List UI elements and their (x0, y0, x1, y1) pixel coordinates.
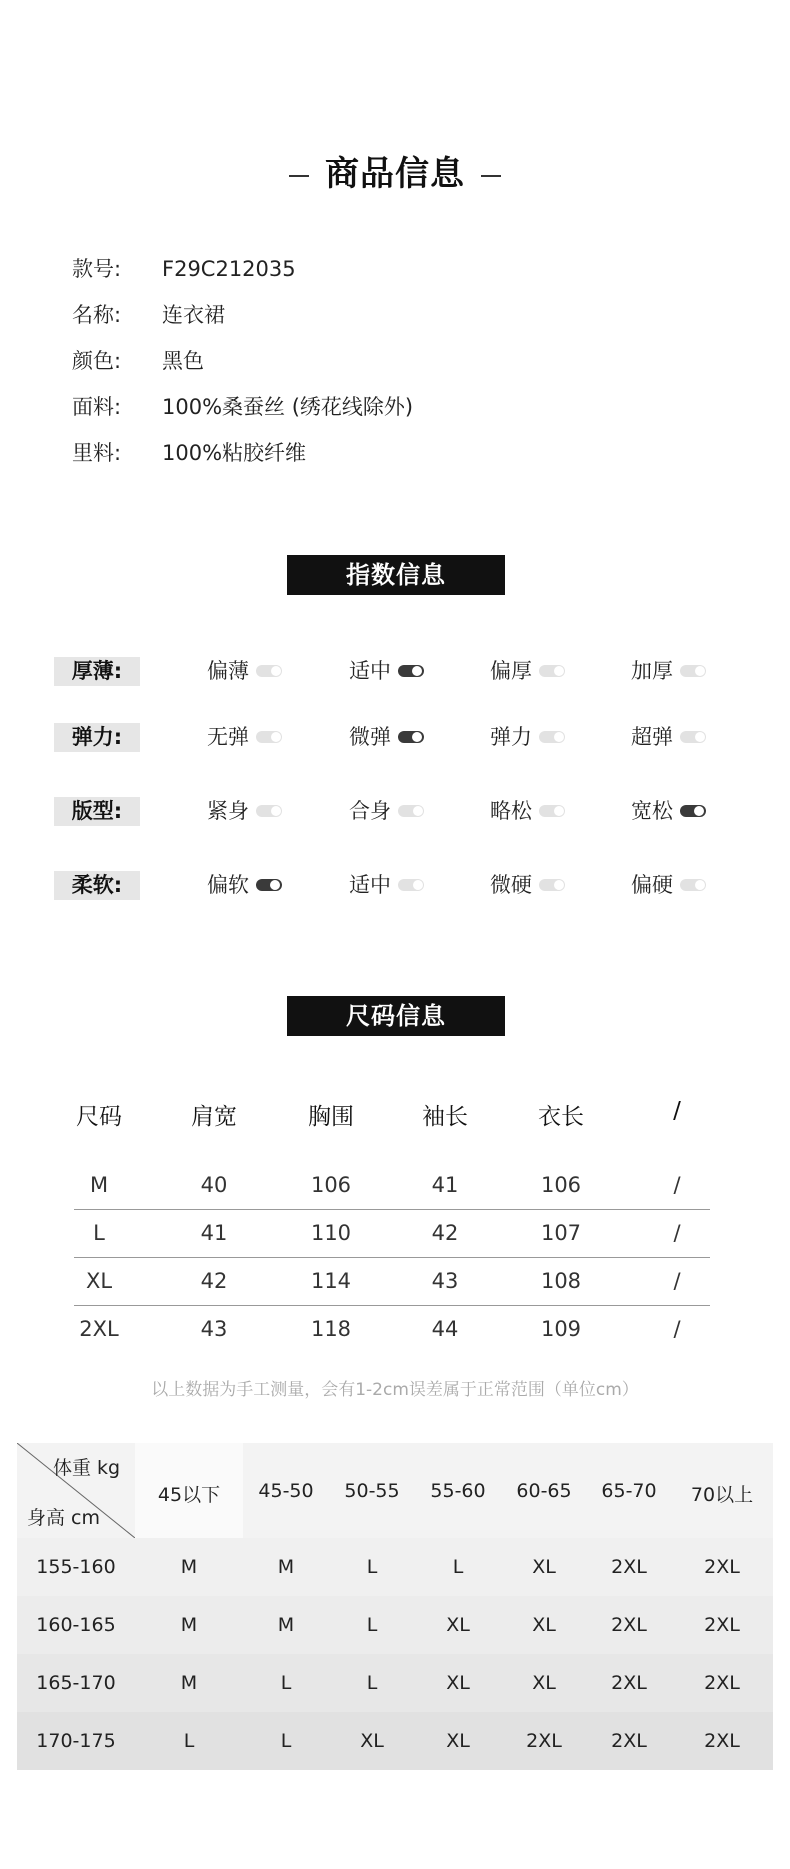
fit-cell: L (452, 1556, 464, 1578)
index-section-title: 指数信息 (287, 555, 505, 595)
fit-cell: 2XL (611, 1672, 647, 1694)
fit-cell: XL (532, 1556, 556, 1578)
size-cell: 41 (200, 1221, 228, 1245)
weight-header: 60-65 (516, 1480, 572, 1502)
title-dash-left (289, 175, 309, 177)
info-row-lining (72, 438, 306, 468)
size-cell: 2XL (79, 1317, 119, 1341)
size-cell: / (673, 1269, 681, 1293)
toggle-on-icon (256, 879, 282, 891)
info-row-style-no (72, 254, 296, 284)
index-option: 宽松 (631, 796, 706, 826)
fit-cell: 2XL (704, 1556, 740, 1578)
fit-cell: 2XL (611, 1556, 647, 1578)
fit-cell: M (277, 1556, 295, 1578)
size-cell: 114 (310, 1269, 352, 1293)
fit-cell: XL (360, 1730, 384, 1752)
fit-cell: XL (532, 1614, 556, 1636)
size-cell: / (673, 1221, 681, 1245)
index-label-elasticity: 弹力: (54, 723, 140, 752)
weight-header: 50-55 (344, 1480, 400, 1502)
info-label: 名称: (72, 303, 122, 327)
title-text: 商品信息 (325, 154, 465, 194)
index-option: 加厚 (631, 656, 706, 686)
size-cell: 110 (310, 1221, 352, 1245)
size-cell: 106 (310, 1173, 352, 1197)
index-option: 微弹 (349, 722, 424, 752)
index-option: 略松 (490, 796, 565, 826)
info-value: 100%桑蚕丝 (绣花线除外) (162, 395, 414, 419)
row-divider (74, 1305, 710, 1306)
size-section-title: 尺码信息 (287, 996, 505, 1036)
corner-weight-label: 体重 kg (53, 1457, 121, 1479)
corner-cell (17, 1443, 135, 1538)
page-title (0, 146, 790, 195)
fit-row (17, 1712, 773, 1770)
weight-header: 70以上 (690, 1484, 754, 1506)
weight-header: 55-60 (430, 1480, 486, 1502)
fit-cell: L (183, 1730, 195, 1752)
row-divider (74, 1209, 710, 1210)
toggle-icon (256, 805, 282, 817)
info-value: 连衣裙 (162, 303, 225, 327)
size-cell: 44 (431, 1317, 459, 1341)
fit-row (17, 1538, 773, 1596)
size-cell: 42 (431, 1221, 459, 1245)
index-option: 合身 (349, 796, 424, 826)
index-option: 偏厚 (490, 656, 565, 686)
fit-cell: 2XL (526, 1730, 562, 1752)
size-cell: 107 (540, 1221, 582, 1245)
size-header: 袖长 (422, 1104, 468, 1130)
toggle-icon (680, 665, 706, 677)
fit-cell: L (366, 1672, 378, 1694)
fit-cell: XL (446, 1672, 470, 1694)
fit-cell: 2XL (611, 1730, 647, 1752)
info-label: 款号: (72, 257, 122, 281)
info-row-name (72, 300, 225, 330)
fit-cell: L (280, 1730, 292, 1752)
info-row-fabric (72, 392, 413, 422)
size-cell: 43 (431, 1269, 459, 1293)
size-header: 肩宽 (191, 1104, 237, 1130)
size-cell: 106 (540, 1173, 582, 1197)
info-row-color (72, 346, 204, 376)
size-header: 尺码 (76, 1104, 122, 1130)
weight-header: 45-50 (258, 1480, 314, 1502)
fit-cell: XL (532, 1672, 556, 1694)
toggle-on-icon (680, 805, 706, 817)
toggle-on-icon (398, 731, 424, 743)
toggle-icon (539, 879, 565, 891)
fit-cell: L (280, 1672, 292, 1694)
size-cell: 109 (540, 1317, 582, 1341)
height-cell: 155-160 (36, 1556, 116, 1578)
height-cell: 170-175 (36, 1730, 116, 1752)
info-label: 颜色: (72, 349, 122, 373)
index-option: 弹力 (490, 722, 565, 752)
index-option: 适中 (349, 656, 424, 686)
height-cell: 165-170 (36, 1672, 116, 1694)
fit-cell: XL (446, 1730, 470, 1752)
index-label-thickness: 厚薄: (54, 657, 140, 686)
index-option: 偏薄 (207, 656, 282, 686)
fit-cell: 2XL (611, 1614, 647, 1636)
index-option: 超弹 (631, 722, 706, 752)
size-cell: 41 (431, 1173, 459, 1197)
toggle-icon (539, 805, 565, 817)
toggle-icon (256, 665, 282, 677)
size-cell: 118 (310, 1317, 352, 1341)
size-cell: L (93, 1221, 105, 1245)
info-label: 里料: (72, 441, 122, 465)
index-option: 偏软 (207, 870, 282, 900)
index-option: 适中 (349, 870, 424, 900)
size-header: 衣长 (538, 1104, 584, 1130)
row-divider (74, 1257, 710, 1258)
index-option: 紧身 (207, 796, 282, 826)
measurement-note: 以上数据为手工测量，会有1-2cm误差属于正常范围（单位cm） (151, 1380, 639, 1400)
info-value: 100%粘胶纤维 (162, 441, 307, 465)
fit-cell: M (180, 1672, 198, 1694)
size-cell: 42 (200, 1269, 228, 1293)
info-value: F29C212035 (162, 257, 296, 281)
toggle-icon (539, 731, 565, 743)
index-option: 无弹 (207, 722, 282, 752)
fit-row (17, 1596, 773, 1654)
fit-cell: L (366, 1556, 378, 1578)
fit-row (17, 1654, 773, 1712)
index-label-softness: 柔软: (54, 871, 140, 900)
fit-table (17, 1443, 773, 1768)
info-label: 面料: (72, 395, 122, 419)
fit-cell: 2XL (704, 1730, 740, 1752)
index-option: 偏硬 (631, 870, 706, 900)
toggle-icon (256, 731, 282, 743)
fit-cell: 2XL (704, 1614, 740, 1636)
size-cell: 43 (200, 1317, 228, 1341)
size-header: 胸围 (308, 1104, 354, 1130)
title-dash-right (481, 175, 501, 177)
size-cell: / (673, 1317, 681, 1341)
index-option: 微硬 (490, 870, 565, 900)
size-cell: XL (85, 1269, 113, 1293)
size-cell: M (89, 1173, 109, 1197)
toggle-icon (398, 879, 424, 891)
weight-header: 65-70 (601, 1480, 657, 1502)
toggle-icon (398, 805, 424, 817)
weight-header: 45以下 (157, 1484, 221, 1506)
toggle-on-icon (398, 665, 424, 677)
size-cell: 40 (200, 1173, 228, 1197)
size-cell: / (673, 1173, 681, 1197)
size-header: / (673, 1098, 681, 1124)
toggle-icon (539, 665, 565, 677)
corner-height-label: 身高 cm (27, 1507, 100, 1529)
fit-cell: L (366, 1614, 378, 1636)
fit-cell: M (180, 1556, 198, 1578)
toggle-icon (680, 731, 706, 743)
size-cell: 108 (540, 1269, 582, 1293)
toggle-icon (680, 879, 706, 891)
fit-cell: XL (446, 1614, 470, 1636)
fit-cell: M (180, 1614, 198, 1636)
index-label-fit: 版型: (54, 797, 140, 826)
height-cell: 160-165 (36, 1614, 116, 1636)
fit-cell: M (277, 1614, 295, 1636)
fit-cell: 2XL (704, 1672, 740, 1694)
info-value: 黑色 (162, 349, 204, 373)
